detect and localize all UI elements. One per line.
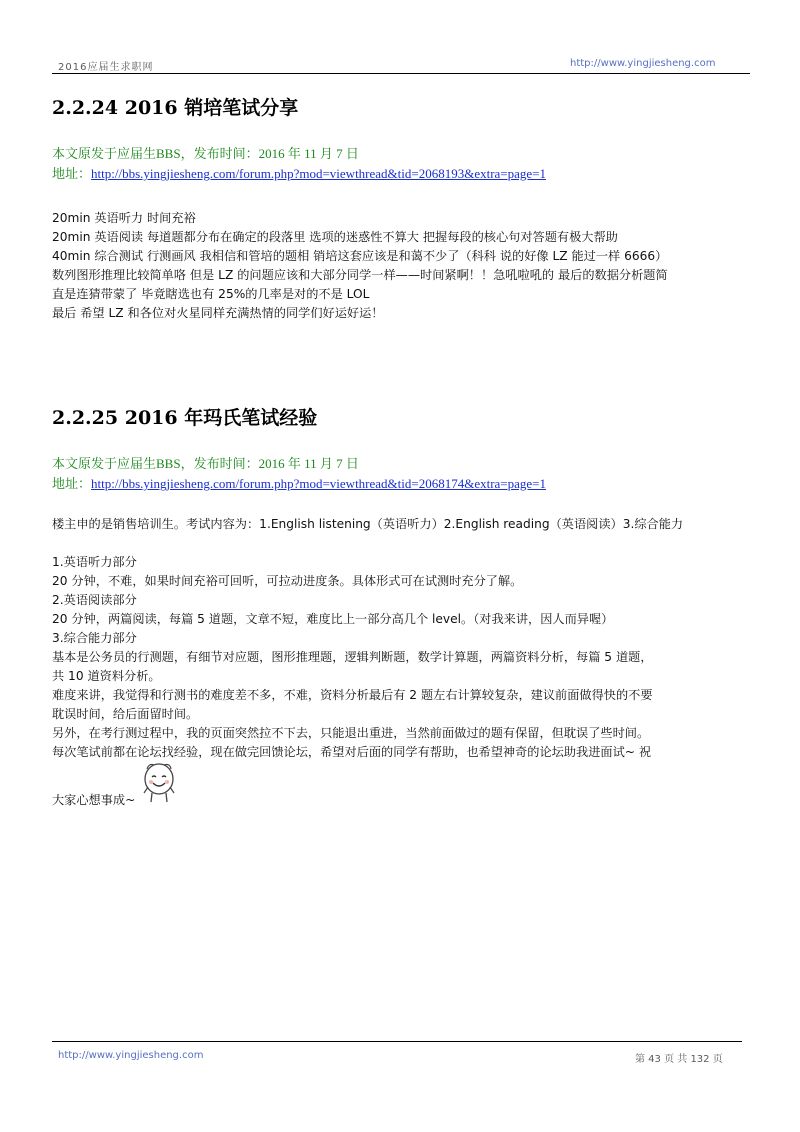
body-line: 20min 英语阅读 每道题都分布在确定的段落里 选项的迷惑性不算大 把握每段的核心句对答题有极大帮助 — [52, 230, 618, 244]
header-right[interactable]: http://www.yingjiesheng.com — [570, 58, 716, 69]
closing-line — [52, 768, 752, 810]
header-rule — [52, 73, 750, 74]
page-number: 第 43 页 共 132 页 — [635, 1054, 723, 1065]
source-meta — [52, 144, 752, 184]
body-line: 2.英语阅读部分 — [52, 593, 137, 607]
header-left: 2016应届生求职网 — [58, 62, 154, 73]
body-line: 共 10 道资料分析。 — [52, 669, 161, 683]
body-line: 40min 综合测试 行测画风 我相信和管培的题相 销培这套应该是和蔼不少了（科科 说的好像 LZ 能过一样 6666） — [52, 249, 668, 263]
source-line: 本文原发于应届生BBS，发布时间：2016 年 11 月 7 日 — [52, 146, 359, 161]
body-line: 最后 希望 LZ 和各位对火星同样充满热情的同学们好运好运！ — [52, 306, 384, 320]
body-line: 3.综合能力部分 — [52, 631, 137, 645]
body-line: 难度来讲，我觉得和行测书的难度差不多，不难，资料分析最后有 2 题左右计算较复杂，建议前面做得快的不要 — [52, 688, 653, 702]
body-line: 数列图形推理比较简单咯 但是 LZ 的问题应该和大部分同学一样——时间紧啊！！急吼啦吼的 最后的数据分析题简 — [52, 268, 668, 282]
source-meta — [52, 454, 752, 494]
footer-rule — [52, 1041, 742, 1042]
source-line: 本文原发于应届生BBS，发布时间：2016 年 11 月 7 日 — [52, 456, 359, 471]
body-line: 20 分钟，不难，如果时间充裕可回听，可拉动进度条。具体形式可在试测时充分了解。 — [52, 574, 523, 588]
section-title: 2.2.24 2016 销培笔试分享 — [52, 97, 299, 119]
address-line — [52, 474, 752, 494]
body-line: 基本是公务员的行测题，有细节对应题，图形推理题，逻辑判断题，数学计算题，两篇资料分析，每篇 5 道题， — [52, 650, 653, 664]
body-line: 每次笔试前都在论坛找经验，现在做完回馈论坛，希望对后面的同学有帮助，也希望神奇的论坛助我进面试~ 祝 — [52, 745, 652, 759]
source-link[interactable]: http://bbs.yingjiesheng.com/forum.php?mod=viewthread&tid=2068174&extra=page=1 — [91, 476, 547, 491]
section-2-2-25 — [52, 403, 752, 810]
section-2-2-24 — [52, 93, 752, 323]
source-link[interactable]: http://bbs.yingjiesheng.com/forum.php?mod=viewthread&tid=2068193&extra=page=1 — [91, 166, 547, 181]
footer-left[interactable]: http://www.yingjiesheng.com — [58, 1050, 204, 1061]
body-line: 另外，在考行测过程中，我的页面突然拉不下去，只能退出重进，当然前面做过的题有保留，但耽误了些时间。 — [52, 726, 650, 740]
body-line: 直是连猜带蒙了 毕竟瞎选也有 25%的几率是对的不是 LOL — [52, 287, 370, 301]
smiley-emoticon-icon — [139, 760, 179, 810]
body-line: 耽误时间，给后面留时间。 — [52, 707, 199, 721]
section-title: 2.2.25 2016 年玛氏笔试经验 — [52, 407, 318, 429]
intro-line: 楼主申的是销售培训生。考试内容为：1.English listening（英语听力）2.English reading（英语阅读）3.综合能力 — [52, 517, 684, 531]
address-line — [52, 164, 752, 184]
body-line: 20 分钟，两篇阅读，每篇 5 道题，文章不短，难度比上一部分高几个 level。（对我来讲，因人而异喔） — [52, 612, 614, 626]
closing-text: 大家心想事成~ — [52, 793, 136, 807]
body-line: 20min 英语听力 时间充裕 — [52, 211, 196, 225]
address-label: 地址： — [52, 166, 92, 181]
address-label: 地址： — [52, 476, 92, 491]
post-body — [52, 515, 752, 810]
body-line: 1.英语听力部分 — [52, 555, 137, 569]
post-body — [52, 209, 752, 323]
